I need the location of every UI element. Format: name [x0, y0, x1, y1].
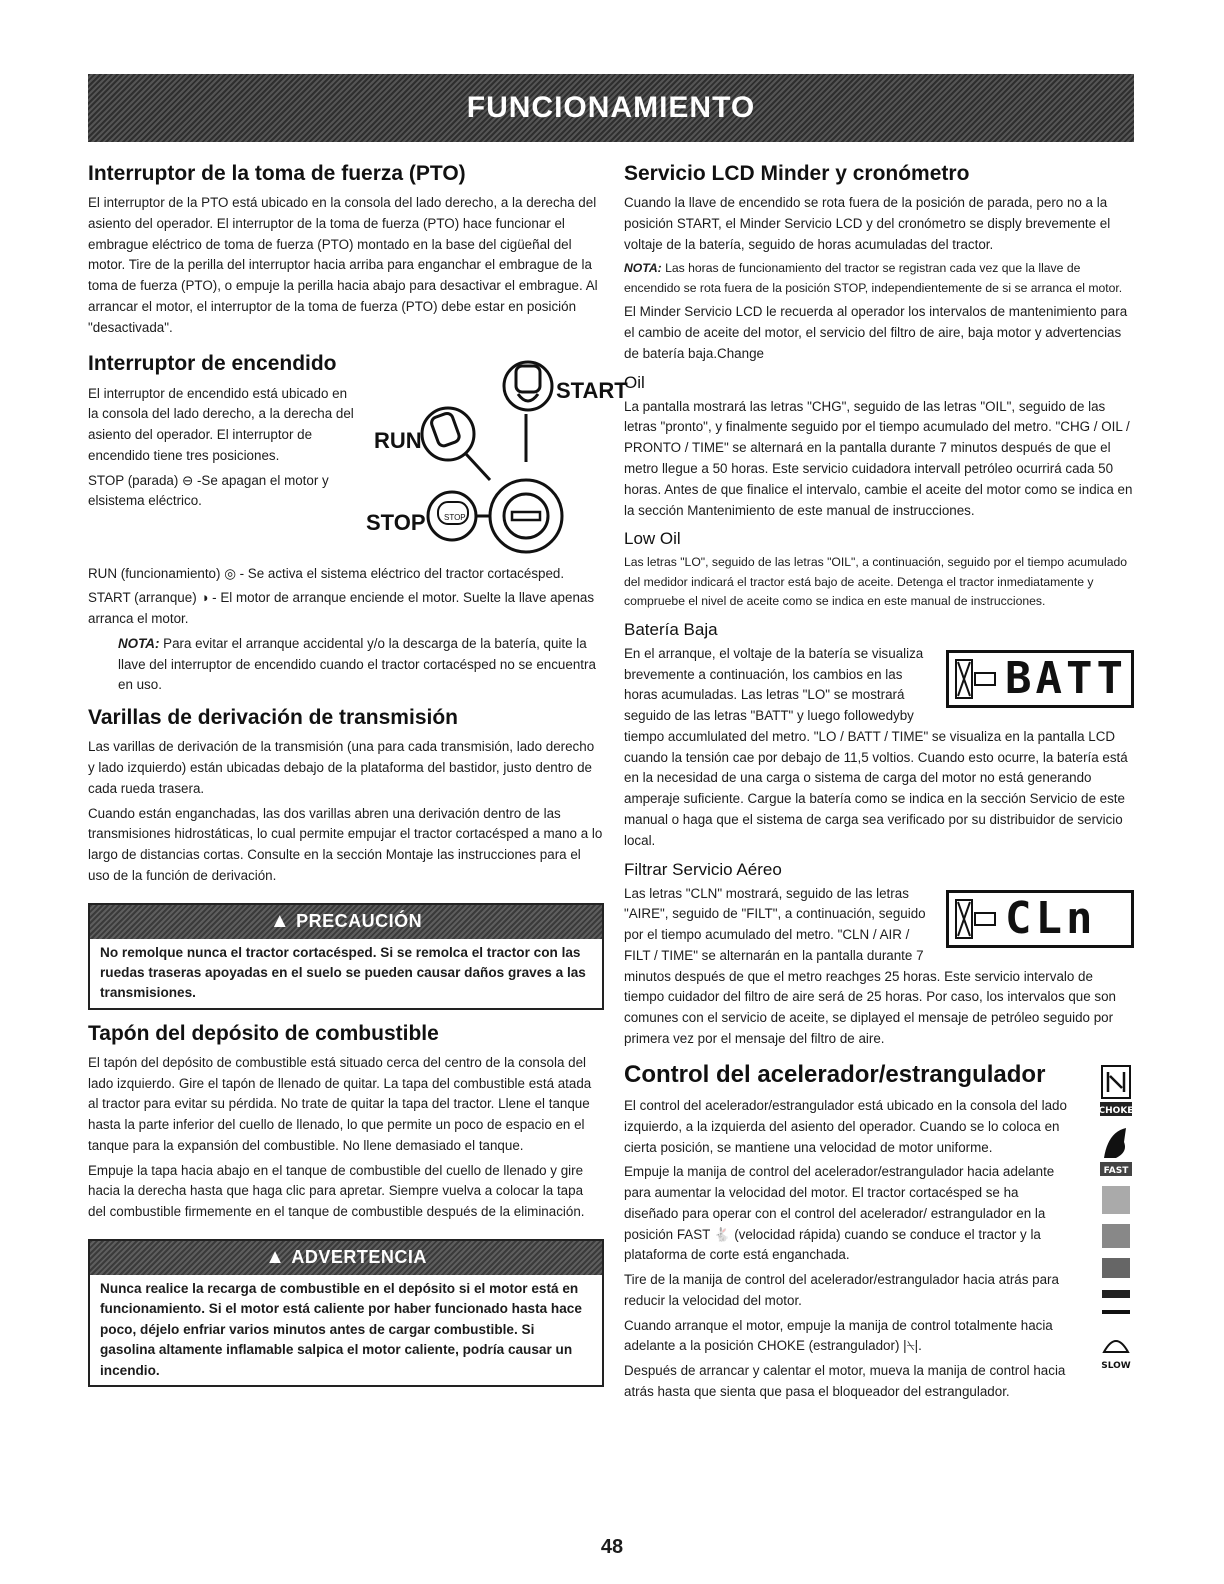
throttle-section [624, 1062, 1134, 1403]
lcd-p1: Cuando la llave de encendido se rota fuera de la posición de parada, pero no a la posición START, el Minder Servicio LCD y del cronómetro se disply brevemente el voltaje de la batería, seguido de horas acumuladas del tractor. [624, 195, 1111, 252]
choke-label: CHOKE [1098, 1105, 1134, 1116]
lcd-heading: Servicio LCD Minder y cronómetro [624, 162, 970, 185]
speed-bar-3 [1102, 1258, 1130, 1278]
ignition-nota-label: NOTA: [118, 635, 160, 651]
right-column [624, 152, 1134, 1407]
throttle-p2: Empuje la manija de control del acelerador/estrangulador hacia adelante para aumentar la velocidad del motor. El tractor cortacésped se ha diseñado para operar con el control del acelerador/ estrangulador en la posición FAST 🐇 (velocidad rápida) cuando se conduce el tractor y la plataforma de corte está enganchada. [624, 1164, 1055, 1263]
fuel-cap-heading: Tapón del depósito de combustible [88, 1021, 439, 1045]
speed-bar-5 [1102, 1310, 1130, 1314]
air-filter-lcd-display [946, 890, 1134, 948]
battery-lcd-display [946, 650, 1134, 708]
bypass-p1: Las varillas de derivación de la transmisión (una para cada transmisión, lado derecho y lado izquierdo) están ubicadas debajo de la plataforma del bastidor, justo dentro de cada rueda trasera. [88, 739, 595, 796]
ignition-heading: Interruptor de encendido [88, 352, 337, 376]
section-banner [88, 74, 1134, 142]
low-oil-heading: Low Oil [624, 529, 681, 549]
speed-bar-1 [1102, 1186, 1130, 1214]
oil-heading: Oil [624, 372, 645, 392]
slow-label: SLOW [1101, 1360, 1131, 1371]
speed-bar-4 [1102, 1290, 1130, 1298]
banner-title: FUNCIONAMIENTO [466, 91, 756, 124]
bypass-heading: Varillas de derivación de transmisión [88, 706, 458, 730]
caution-bar [90, 905, 602, 939]
battery-display-text: BATT [1005, 653, 1127, 705]
caution-label: PRECAUCIÓN [296, 911, 423, 932]
battery-body: En el arranque, el voltaje de la batería se visualiza brevemente a continuación, los cambios en las horas acumuladas. Las letras "LO" se mostrará seguido de las letras "BATT" y luego followedyby tiempo accumlulated del metro. "LO / BATT / TIME" se visualiza en la pantalla LCD cuando la tensión cae por debajo de 11,5 voltios. Cuando esto ocurre, la batería está en la necesidad de una carga o sistema de carga del motor no está generando amperaje suficiente. Cargue la batería como se indica en la sección Servicio de este manual o haga que el sistema de carga sea verificado por su distribuidor de servicio local. [624, 645, 1128, 848]
rabbit-icon [1104, 1128, 1126, 1158]
low-oil-body: Las letras "LO", seguido de las letras "OIL", a continuación, seguido por el tiempo acumulado del medidor indicará el tractor está bajo de aceite. Detenga el tractor inmediatamente y compruebe el nivel de aceite como se indica en este manual de instrucciones. [624, 555, 1128, 609]
throttle-scale [1098, 1062, 1134, 1392]
throttle-p1: El control del acelerador/estrangulador está ubicado en la consola del lado izquierdo, a la izquierda del asiento del operador. Cuando se lo coloca en cierta posición, se mantiene una velocidad de motor uniforme. [624, 1098, 1067, 1155]
start-key-icon [504, 362, 552, 410]
page-number: 48 [600, 1536, 624, 1558]
ignition-start: START (arranque) ◑ - El motor de arranque enciende el motor. Suelte la llave apenas arranca el motor. [88, 590, 595, 627]
fuel-cap-p2: Empuje la tapa hacia abajo en el tanque de combustible del cuello de llenado y gire hacia la derecha hasta que haga clic para apretar. Siempre vuelva a colocar la tapa del combustible firmemente en el tanque de combustible después de la eliminación. [88, 1162, 585, 1220]
ignition-intro: El interruptor de encendido está ubicado en la consola del lado derecho, a la derecha del asiento del operador. El interruptor de encendido tiene tres posiciones. [88, 385, 354, 463]
pto-heading: Interruptor de la toma de fuerza (PTO) [88, 162, 466, 185]
ignition-run: RUN (funcionamiento) ◎ - Se activa el sistema eléctrico del tractor cortacésped. [88, 565, 565, 581]
fuel-cap-p1: El tapón del depósito de combustible está situado cerca del centro de la consola del lado izquierdo. Gire el tapón de llenado de quitar. La tapa del combustible está atada al tractor para evitar su pérdida. No trate de quitar la tapa del tractor. Llene el tanque hasta la parte inferior del cuello de llenado, lo que permite un poco de espacio en el tanque para la expansión del combustible. No llene demasiado el tanque. [88, 1054, 592, 1153]
throttle-p5: Después de arrancar y calentar el motor, mueva la manija de control hacia atrás hasta que sienta que pasa el bloqueador del estrangulador. [624, 1363, 1066, 1399]
warning-box [88, 1239, 604, 1387]
run-label: RUN [374, 427, 422, 453]
warning-text: Nunca realice la recarga de combustible en el depósito si el motor está en funcionamiento. Si el motor está caliente por haber funcionado hasta hace poco, déjelo enfriar varios minutos antes de cargar combustible. Si gasolina altamente inflamable salpica el motor caliente, podría causar un incendio. [100, 1280, 582, 1378]
lcd-nota-text: Las horas de funcionamiento del tractor se registran cada vez que la llave de encendido se rota fuera de la posición STOP, independientemente de si se arranca el motor. [624, 261, 1123, 295]
hourglass-battery-icon [955, 899, 999, 939]
ignition-block [88, 377, 628, 564]
oil-body: La pantalla mostrará las letras "CHG", seguido de las letras "OIL", seguido de las letras "pronto", y finalmente seguido por el tiempo acumulado del metro. "CHG / OIL / PRONTO / TIME" se alternará en la pantalla durante 7 minutos después de que el metro llegue a 50 horas. Este servicio cuidadora intervall petróleo ocurrirá cada 50 horas. Antes de que finalice el intervalo, cambie el aceite del motor como se indica en la sección Mantenimiento de este manual de instrucciones. [624, 398, 1133, 518]
throttle-heading: Control del acelerador/estrangulador [624, 1060, 1046, 1088]
bypass-p2: Cuando están enganchadas, las dos varillas abren una derivación dentro de las transmisiones hidrostáticas, lo cual permite empujar el tractor cortacésped a mano a lo largo de distancias cortas. Consulte en la sección Montaje las instrucciones para el uso de la función de derivación. [88, 805, 603, 883]
air-filter-body: Las letras "CLN" mostrará, seguido de las letras "AIRE", seguido de "FILT", a continuación, seguido por el tiempo acumulado del metro. "CLN / AIR / FILT / TIME" se alternarán en la pantalla durante 7 minutos después de que el metro reachges 25 horas. Este servicio intervalo de tiempo cuidador del filtro de aire será de 25 horas. Por caso, los intervalos que son comunes con el servicio de aceite, se diplayed el mensaje de petróleo seguido por primera vez por el mensaje del filtro de aire. [624, 885, 1117, 1046]
caution-text: No remolque nunca el tractor cortacésped. Si se remolca el tractor con las ruedas traseras apoyadas en el suelo se pueden causar daños graves a las transmisiones. [100, 944, 586, 1001]
lcd-nota-label: NOTA: [624, 261, 662, 276]
lcd-p2: El Minder Servicio LCD le recuerda al operador los intervalos de mantenimiento para el cambio de aceite del motor, el servicio del filtro de aire, baja motor y advertencias de batería baja.Change [624, 304, 1128, 361]
ignition-stop: STOP (parada) ⊖ -Se apagan el motor y elsistema eléctrico. [88, 472, 329, 509]
ignition-nota [88, 634, 604, 696]
speed-bar-2 [1102, 1224, 1130, 1248]
battery-heading: Batería Baja [624, 619, 718, 639]
ignition-nota-text: Para evitar el arranque accidental y/o la descarga de la batería, quite la llave del interruptor de encendido cuando el tractor cortacésped no se encuentra en uso. [118, 635, 596, 693]
ignition-switch-icon [490, 480, 562, 552]
air-filter-heading: Filtrar Servicio Aéreo [624, 859, 782, 879]
warning-label: ADVERTENCIA [291, 1247, 427, 1268]
left-column [88, 152, 628, 1399]
ignition-switch-diagram [366, 344, 628, 564]
start-label: START [556, 377, 628, 403]
lcd-nota [624, 259, 1134, 298]
warning-triangle-icon: ▲ [265, 1246, 286, 1269]
throttle-p4: Cuando arranque el motor, empuje la manija de control totalmente hacia adelante a la posición CHOKE (estrangulador) |⍀|. [624, 1317, 1053, 1354]
run-key-icon [422, 408, 474, 460]
hourglass-battery-icon [955, 659, 999, 699]
fast-label: FAST [1103, 1165, 1129, 1176]
air-filter-display-text: CLn [1005, 893, 1097, 945]
pto-body: El interruptor de la PTO está ubicado en la consola del lado derecho, a la derecha del asiento del operador. El interruptor de la toma de fuerza (PTO) hace funcionar el embrague eléctrico de toma de fuerza (PTO) montado en la base del cigüeñal del motor. Tire de la perilla del interruptor hacia arriba para enganchar el embrague de la toma de fuerza (PTO), o empuje la perilla hacia abajo para desactivar el embrague. Al arrancar el motor, el interruptor de la toma de fuerza (PTO) debe estar en posición "desactivada". [88, 195, 598, 335]
stop-small-label: STOP [444, 512, 466, 522]
warning-bar [90, 1241, 602, 1275]
turtle-icon [1104, 1341, 1128, 1352]
caution-box [88, 903, 604, 1010]
throttle-p3: Tire de la manija de control del acelerador/estrangulador hacia atrás para reducir la velocidad del motor. [624, 1272, 1059, 1308]
stop-label: STOP [366, 509, 426, 535]
warning-triangle-icon: ▲ [269, 910, 291, 933]
